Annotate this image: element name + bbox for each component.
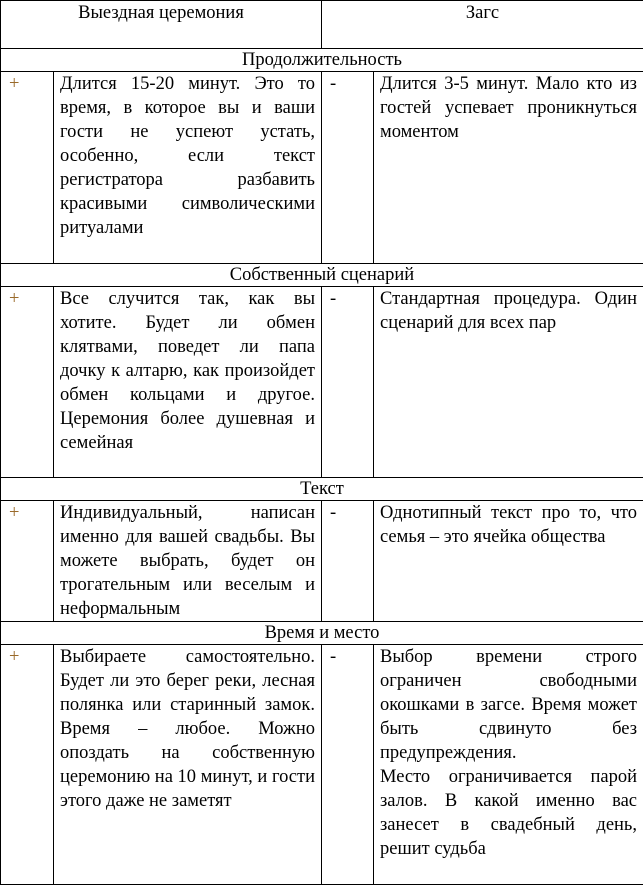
pro-text: Индивидуальный, написан именно для вашей свадьбы. Вы можете выбрать, будет он трогательным или веселым и неформальным xyxy=(60,503,315,619)
plus-sign: + xyxy=(1,645,54,885)
section-row xyxy=(1,622,643,645)
section-row xyxy=(1,478,643,501)
section-row xyxy=(1,49,643,72)
con-text: Выбор времени строго ограничен свободными окошками в загсе. Время может быть сдвинуто без предупреждения. xyxy=(380,647,637,763)
header-row xyxy=(1,1,643,49)
section-row xyxy=(1,264,643,287)
minus-sign: - xyxy=(322,287,374,478)
pro-text: Выбираете самостоятельно. Будет ли это берег реки, лесная полянка или старинный замок. Время – любое. Можно опоздать на собственную церемонию на 10 минут, и гости этого даже не заметят xyxy=(60,647,315,811)
registry-cell xyxy=(374,72,643,264)
minus-sign: - xyxy=(322,72,374,264)
section-title: Время и место xyxy=(1,622,643,645)
plus-sign: + xyxy=(1,501,54,622)
registry-cell xyxy=(374,645,643,885)
header-registry-office: Загс xyxy=(322,1,643,49)
content-row xyxy=(1,501,643,622)
plus-sign: + xyxy=(1,72,54,264)
con-text: Длится 3-5 минут. Мало кто из гостей успевает проникнуться моментом xyxy=(380,74,637,142)
pro-text: Длится 15-20 минут. Это то время, в которое вы и ваши гости не успеют устать, особенно, если текст регистратора разбавить красивыми символическими ритуалами xyxy=(60,74,315,238)
con-text: Место ограничивается парой залов. В какой именно вас занесет в свадебный день, решит судьба xyxy=(380,767,637,859)
section-title: Текст xyxy=(1,478,643,501)
pro-text: Все случится так, как вы хотите. Будет ли обмен клятвами, поведет ли папа дочку к алтарю, как произойдет обмен кольцами и другое. Церемония более душевная и семейная xyxy=(60,289,315,453)
outdoor-cell xyxy=(54,72,322,264)
header-outdoor-ceremony: Выездная церемония xyxy=(1,1,322,49)
outdoor-cell xyxy=(54,501,322,622)
minus-sign: - xyxy=(322,645,374,885)
content-row xyxy=(1,645,643,885)
outdoor-cell xyxy=(54,287,322,478)
outdoor-cell xyxy=(54,645,322,885)
con-text: Стандартная процедура. Один сценарий для всех пар xyxy=(380,289,637,333)
con-text: Однотипный текст про то, что семья – это ячейка общества xyxy=(380,503,637,547)
section-title: Продолжительность xyxy=(1,49,643,72)
registry-cell xyxy=(374,287,643,478)
content-row xyxy=(1,72,643,264)
content-row xyxy=(1,287,643,478)
minus-sign: - xyxy=(322,501,374,622)
plus-sign: + xyxy=(1,287,54,478)
registry-cell xyxy=(374,501,643,622)
section-title: Собственный сценарий xyxy=(1,264,643,287)
